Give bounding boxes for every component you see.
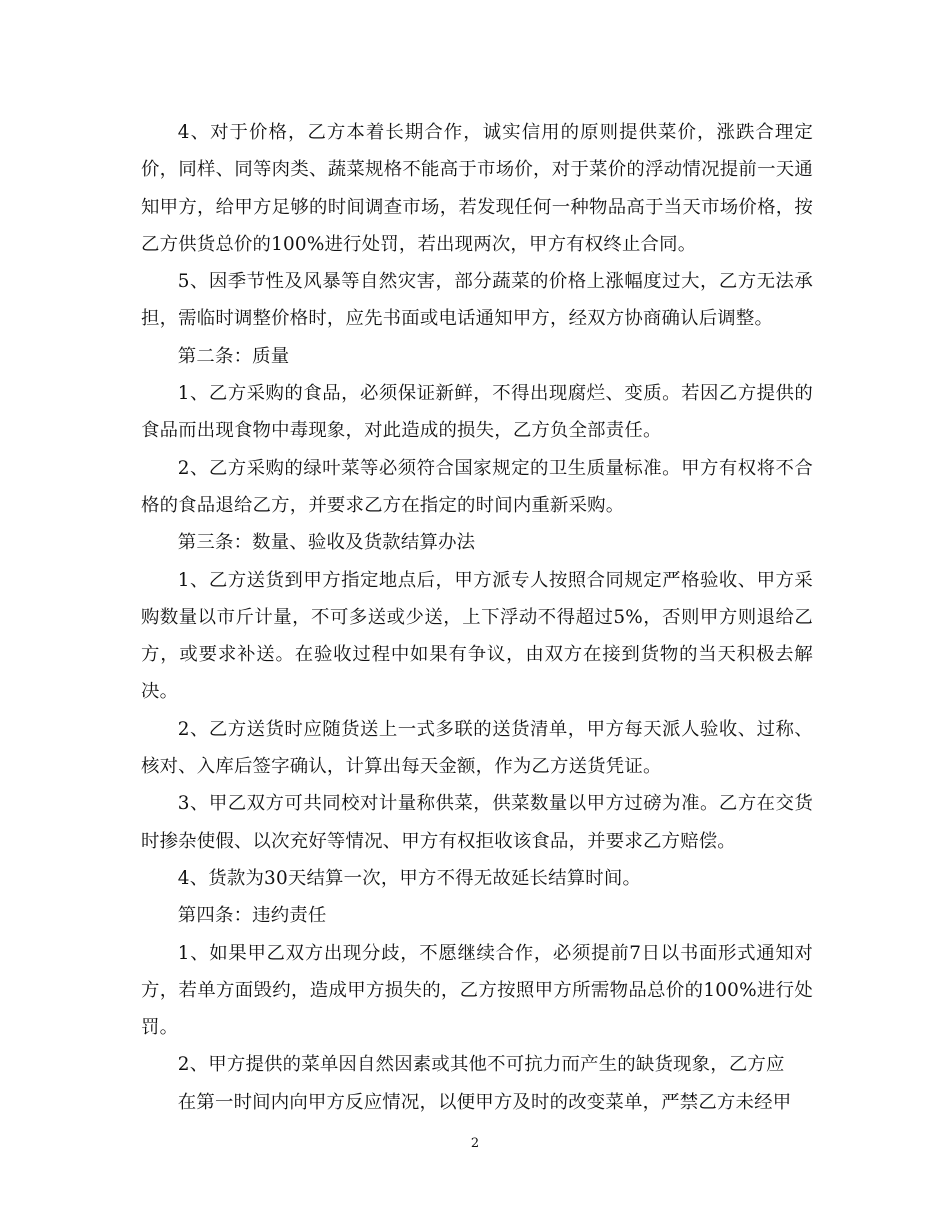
page-number: 2 — [470, 1136, 480, 1151]
clause-acceptance-3: 3、甲乙双方可共同校对计量称供菜，供菜数量以甲方过磅为准。乙方在交货时掺杂使假、以次充好等情况、甲方有权拒收该食品，并要求乙方赔偿。 — [141, 793, 813, 852]
clause-pricing-4: 4、对于价格，乙方本着长期合作，诚实信用的原则提供菜价，涨跌合理定价，同样、同等肉类、蔬菜规格不能高于市场价，对于菜价的浮动情况提前一天通知甲方，给甲方足够的时间调查市场，若发现任何一种物品高于当天市场价格，按乙方供货总价的100%进行处罚，若出现两次，甲方有权终止合同。 — [141, 122, 813, 255]
clause-liability-2-continued: 在第一时间内向甲方反应情况，以便甲方及时的改变菜单，严禁乙方未经甲 — [177, 1091, 792, 1113]
clause-acceptance-1: 1、乙方送货到甲方指定地点后，甲方派专人按照合同规定严格验收、甲方采购数量以市斤计量，不可多送或少送，上下浮动不得超过5%，否则甲方则退给乙方，或要求补送。在验收过程中如果有争议，由双方在接到货物的当天积极去解决。 — [141, 569, 813, 703]
clause-acceptance-2: 2、乙方送货时应随货送上一式多联的送货清单，甲方每天派人验收、过称、核对、入库后签字确认，计算出每天金额，作为乙方送货凭证。 — [141, 718, 813, 778]
clause-pricing-5: 5、因季节性及风暴等自然灾害，部分蔬菜的价格上涨幅度过大，乙方无法承担，需临时调整价格时，应先书面或电话通知甲方，经双方协商确认后调整。 — [141, 271, 813, 330]
clause-quality-1: 1、乙方采购的食品，必须保证新鲜，不得出现腐烂、变质。若因乙方提供的食品而出现食物中毒现象，对此造成的损失，乙方负全部责任。 — [141, 383, 813, 442]
document-body — [141, 114, 813, 1121]
clause-liability-1: 1、如果甲乙双方出现分歧，不愿继续合作，必须提前7日以书面形式通知对方，若单方面毁约，造成甲方损失的，乙方按照甲方所需物品总价的100%进行处罚。 — [141, 942, 813, 1039]
clause-acceptance-4: 4、货款为30天结算一次，甲方不得无故延长结算时间。 — [177, 867, 642, 889]
section-heading-quantity-acceptance-settlement: 第三条：数量、验收及货款结算办法 — [177, 532, 476, 554]
section-heading-quality: 第二条：质量 — [177, 345, 290, 367]
clause-quality-2: 2、乙方采购的绿叶菜等必须符合国家规定的卫生质量标准。甲方有权将不合格的食品退给乙方，并要求乙方在指定的时间内重新采购。 — [141, 457, 813, 516]
clause-liability-2: 2、甲方提供的菜单因自然因素或其他不可抗力而产生的缺货现象，乙方应 — [177, 1054, 785, 1076]
section-heading-liability: 第四条：违约责任 — [177, 905, 327, 927]
